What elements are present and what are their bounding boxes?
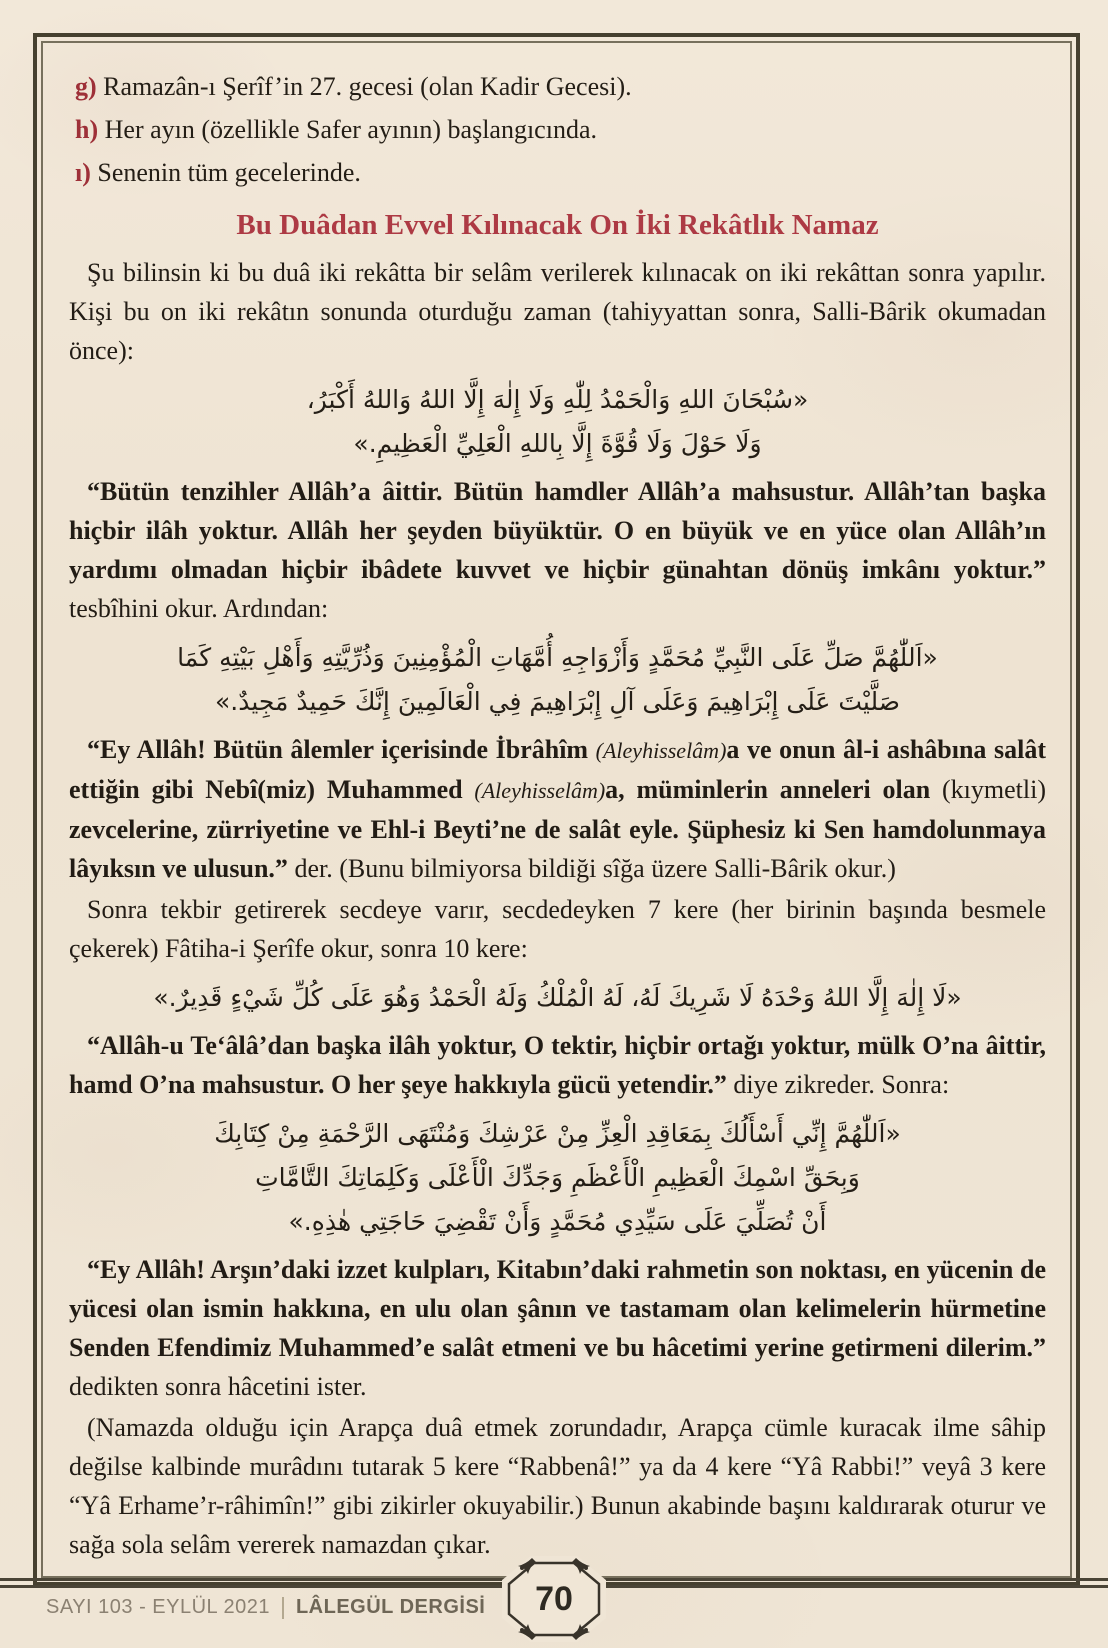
footer bbox=[46, 1596, 485, 1619]
honorific-italic-text: (Aleyhisselâm) bbox=[595, 738, 727, 763]
page-content bbox=[37, 37, 1076, 1564]
section-heading: Bu Duâdan Evvel Kılınacak On İki Rekâtlık Namaz bbox=[236, 209, 879, 241]
list-item bbox=[75, 67, 1046, 107]
list-item bbox=[75, 110, 1046, 150]
body-text: diye zikreder. Sonra: bbox=[726, 1070, 950, 1099]
body-text: dedikten sonra hâcetini ister. bbox=[69, 1372, 367, 1401]
arabic-prayer-block bbox=[69, 636, 1046, 724]
body-text: (kıymetli) bbox=[942, 775, 1046, 804]
paragraph bbox=[69, 253, 1046, 370]
arabic-prayer-line: «سُبْحَانَ اللهِ وَالْحَمْدُ لِلّٰهِ وَلَا إِلٰهَ إِلَّا اللهُ وَاللهُ أَكْبَرُ، bbox=[306, 385, 809, 414]
honorific-italic-text: (Aleyhisselâm) bbox=[474, 778, 606, 803]
paragraph bbox=[69, 1026, 1046, 1104]
arabic-prayer-line: وَبِحَقِّ اسْمِكَ الْعَظِيمِ الْأَعْظَمِ وَجَدِّكَ الْأَعْلَى وَكَلِمَاتِكَ التَّامَّاتِ bbox=[255, 1163, 860, 1192]
page-border-frame bbox=[33, 33, 1080, 1586]
footer-separator bbox=[282, 1597, 284, 1619]
body-text: (Namazda olduğu için Arapça duâ etmek zorundadır, Arapça cümle kuracak ilme sâhip değilse kalbinde murâdını tutarak 5 kere “Rabbenâ!” ya da 4 kere “Yâ Rabbi!” veyâ 3 kere “Yâ Erhame’r-râhimîn!” gibi zikirler okuyabilir.) Bunun akabinde başını kaldırarak oturur ve sağa sola selâm vererek namazdan çıkar. bbox=[69, 1413, 1046, 1559]
page-number-badge bbox=[502, 1556, 606, 1642]
body-text: der. (Bunu bilmiyorsa bildiği sîğa üzere Salli-Bârik okur.) bbox=[287, 854, 896, 883]
footer-magazine-name: LÂLEGÜL DERGİSİ bbox=[295, 1596, 486, 1618]
list-item-text: Ramazân-ı Şerîf’in 27. gecesi (olan Kadir Gecesi). bbox=[103, 72, 632, 101]
list-item bbox=[75, 153, 1046, 193]
arabic-prayer-line: «لَا إِلٰهَ إِلَّا اللهُ وَحْدَهُ لَا شَرِيكَ لَهُ، لَهُ الْمُلْكُ وَلَهُ الْحَمْدُ وَهُوَ عَلَى كُلِّ شَيْءٍ قَدِيرٌ.» bbox=[153, 983, 962, 1012]
paragraph bbox=[69, 472, 1046, 628]
page-number: 70 bbox=[535, 1579, 573, 1618]
body-text: tesbîhini okur. Ardından: bbox=[69, 594, 329, 623]
arabic-prayer-block bbox=[69, 976, 1046, 1020]
bold-translation-text: “Ey Allâh! Bütün âlemler içerisinde İbrâhîm bbox=[87, 735, 596, 764]
arabic-prayer-line: وَلَا حَوْلَ وَلَا قُوَّةَ إِلَّا بِاللهِ الْعَلِيِّ الْعَظِيمِ.» bbox=[353, 429, 762, 458]
arabic-prayer-line: أَنْ تُصَلِّيَ عَلَى سَيِّدِي مُحَمَّدٍ وَأَنْ تَقْضِيَ حَاجَتِي هٰذِهِ.» bbox=[288, 1207, 827, 1236]
list-item-text: Her ayın (özellikle Safer ayının) başlangıcında. bbox=[104, 115, 597, 144]
arabic-prayer-block bbox=[69, 378, 1046, 466]
bold-translation-text: “Allâh-u Te‘âlâ’dan başka ilâh yoktur, O tektir, hiçbir ortağı yoktur, mülk O’na âittir, hamd O’na mahsustur. O her şeye hakkıyla gücü yetendir.” bbox=[69, 1031, 1046, 1099]
bold-translation-text: zevcelerine, zürriyetine ve Ehl-i Beyti’ne de salât eyle. Şüphesiz ki Sen hamdolunmaya lâyıksın ve ulusun.” bbox=[69, 815, 1046, 883]
list-item-marker: ı) bbox=[75, 158, 91, 187]
paragraph bbox=[69, 1408, 1046, 1564]
list-item-text: Senenin tüm gecelerinde. bbox=[97, 158, 361, 187]
body-text: Sonra tekbir getirerek secdeye varır, secdedeyken 7 kere (her birinin başında besmele çekerek) Fâtiha-i Şerîfe okur, sonra 10 kere: bbox=[69, 895, 1046, 963]
paragraph bbox=[69, 730, 1046, 888]
bold-translation-text: a ve onun âl-i ashâbına salât ettiğin gibi Nebî(miz) Muhammed bbox=[69, 735, 1046, 804]
arabic-prayer-line: «اَللّٰهُمَّ صَلِّ عَلَى النَّبِيِّ مُحَمَّدٍ وَأَزْوَاجِهِ أُمَّهَاتِ الْمُؤْمِنِينَ وَذُرِّيَّتِهِ وَأَهْلِ بَيْتِهِ كَمَا bbox=[177, 643, 938, 672]
list-item-marker: g) bbox=[75, 72, 97, 101]
footer-issue: SAYI 103 - EYLÜL 2021 bbox=[46, 1596, 270, 1618]
list-item-marker: h) bbox=[75, 115, 99, 144]
paragraph bbox=[69, 1250, 1046, 1406]
arabic-prayer-line: «اَللّٰهُمَّ إِنِّي أَسْأَلُكَ بِمَعَاقِدِ الْعِزِّ مِنْ عَرْشِكَ وَمُنْتَهَى الرَّحْمَةِ مِنْ كِتَابِكَ bbox=[214, 1119, 901, 1148]
bold-translation-text: a, müminlerin anneleri olan bbox=[605, 775, 943, 804]
body-text: Şu bilinsin ki bu duâ iki rekâtta bir selâm verilerek kılınacak on iki rekâttan sonra yapılır. Kişi bu on iki rekâtın sonunda oturduğu zaman (tahiyyattan sonra, Salli-Bârik okumadan önce): bbox=[69, 258, 1046, 365]
arabic-prayer-block bbox=[69, 1112, 1046, 1244]
bold-translation-text: “Ey Allâh! Arşın’daki izzet kulpları, Kitabın’daki rahmetin son noktası, en yücenin de yücesi olan ismin hakkına, en ulu olan şânın ve tastamam olan kelimelerin hürmetine Senden Efendimiz Muhammed’e salât etmeni ve bu hâcetimi yerine getirmeni dilerim.” bbox=[69, 1255, 1046, 1362]
bold-translation-text: “Bütün tenzihler Allâh’a âittir. Bütün hamdler Allâh’a mahsustur. Allâh’tan başka hiçbir ilâh yoktur. Allâh her şeyden büyüktür. O en büyük ve en yüce olan Allâh’ın yardımı olmadan hiçbir ibâdete kuvvet ve hiçbir günahtan dönüş imkânı yoktur.” bbox=[69, 477, 1046, 584]
arabic-prayer-line: صَلَّيْتَ عَلَى إِبْرَاهِيمَ وَعَلَى آلِ إِبْرَاهِيمَ فِي الْعَالَمِينَ إِنَّكَ حَمِيدٌ مَجِيدٌ.» bbox=[215, 687, 900, 716]
paragraph bbox=[69, 890, 1046, 968]
